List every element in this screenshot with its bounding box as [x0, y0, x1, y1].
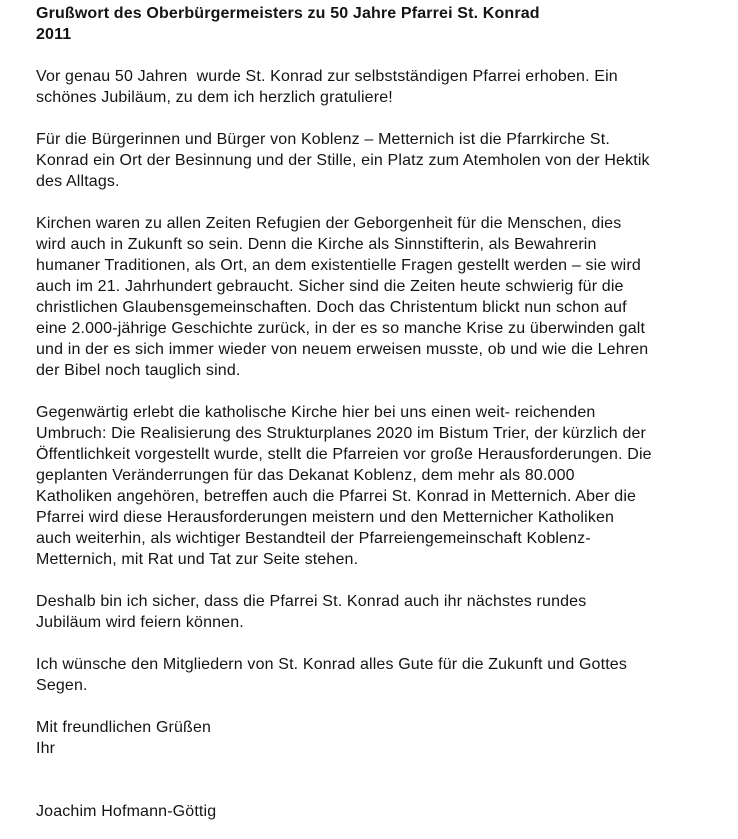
- signature-block: [36, 801, 714, 822]
- paragraph-deshalb: [36, 591, 714, 633]
- paragraph-wuensche: [36, 654, 714, 696]
- paragraph-pfarrkirche: [36, 129, 714, 192]
- text-line: Für die Bürgerinnen und Bürger von Koblenz – Metternich ist die Pfarrkirche St.: [36, 131, 610, 148]
- text-line: Deshalb bin ich sicher, dass die Pfarrei St. Konrad auch ihr nächstes rundes: [36, 593, 587, 610]
- text-line: humaner Traditionen, als Ort, an dem existentielle Fragen gestellt werden – sie wird: [36, 257, 641, 274]
- text-line: Jubiläum wird feiern können.: [36, 614, 244, 631]
- text-line: Kirchen waren zu allen Zeiten Refugien der Geborgenheit für die Menschen, dies: [36, 215, 622, 232]
- text-line: Umbruch: Die Realisierung des Strukturplanes 2020 im Bistum Trier, der kürzlich der: [36, 425, 647, 442]
- text-line: Metternich, mit Rat und Tat zur Seite stehen.: [36, 551, 359, 568]
- paragraph-kirchen: [36, 213, 714, 381]
- title-line-2: 2011: [36, 26, 72, 43]
- text-line: eine 2.000-jährige Geschichte zurück, in der es so manche Krise zu überwinden galt: [36, 320, 646, 337]
- text-line: Ihr: [36, 740, 56, 757]
- text-line: Ich wünsche den Mitgliedern von St. Konrad alles Gute für die Zukunft und Gottes: [36, 656, 627, 673]
- text-line: schönes Jubiläum, zu dem ich herzlich gratuliere!: [36, 89, 393, 106]
- text-line: Vor genau 50 Jahren wurde St. Konrad zur selbstständigen Pfarrei erhoben. Ein: [36, 68, 618, 85]
- text-line: geplanten Veränderrungen für das Dekanat Koblenz, dem mehr als 80.000: [36, 467, 575, 484]
- text-line: Konrad ein Ort der Besinnung und der Stille, ein Platz zum Atemholen von der Hektik: [36, 152, 650, 169]
- paragraph-closing: [36, 717, 714, 759]
- text-line: Gegenwärtig erlebt die katholische Kirche hier bei uns einen weit- reichenden: [36, 404, 596, 421]
- text-line: und in der es sich immer wieder von neuem erweisen musste, ob und wie die Lehren: [36, 341, 649, 358]
- document-title: [36, 3, 714, 45]
- text-line: auch im 21. Jahrhundert gebraucht. Sicher sind die Zeiten heute schwierig für die: [36, 278, 624, 295]
- text-line: des Alltags.: [36, 173, 120, 190]
- paragraph-umbruch: [36, 402, 714, 570]
- text-line: christlichen Glaubensgemeinschaften. Doch das Christentum blickt nun schon auf: [36, 299, 627, 316]
- text-line: Segen.: [36, 677, 88, 694]
- text-line: auch weiterhin, als wichtiger Bestandteil der Pfarreiengemeinschaft Koblenz-: [36, 530, 591, 547]
- text-line: wird auch in Zukunft so sein. Denn die Kirche als Sinnstifterin, als Bewahrerin: [36, 236, 597, 253]
- signature-name: Joachim Hofmann-Göttig: [36, 803, 217, 820]
- text-line: Pfarrei wird diese Herausforderungen meistern und den Metternicher Katholiken: [36, 509, 615, 526]
- text-line: der Bibel noch tauglich sind.: [36, 362, 241, 379]
- text-line: Katholiken angehören, betreffen auch die Pfarrei St. Konrad in Metternich. Aber die: [36, 488, 637, 505]
- title-line-1: Grußwort des Oberbürgermeisters zu 50 Jahre Pfarrei St. Konrad: [36, 5, 540, 22]
- paragraph-intro: [36, 66, 714, 108]
- text-line: Öffentlichkeit vorgestellt wurde, stellt die Pfarreien vor große Herausforderungen. Die: [36, 446, 652, 463]
- text-line: Mit freundlichen Grüßen: [36, 719, 212, 736]
